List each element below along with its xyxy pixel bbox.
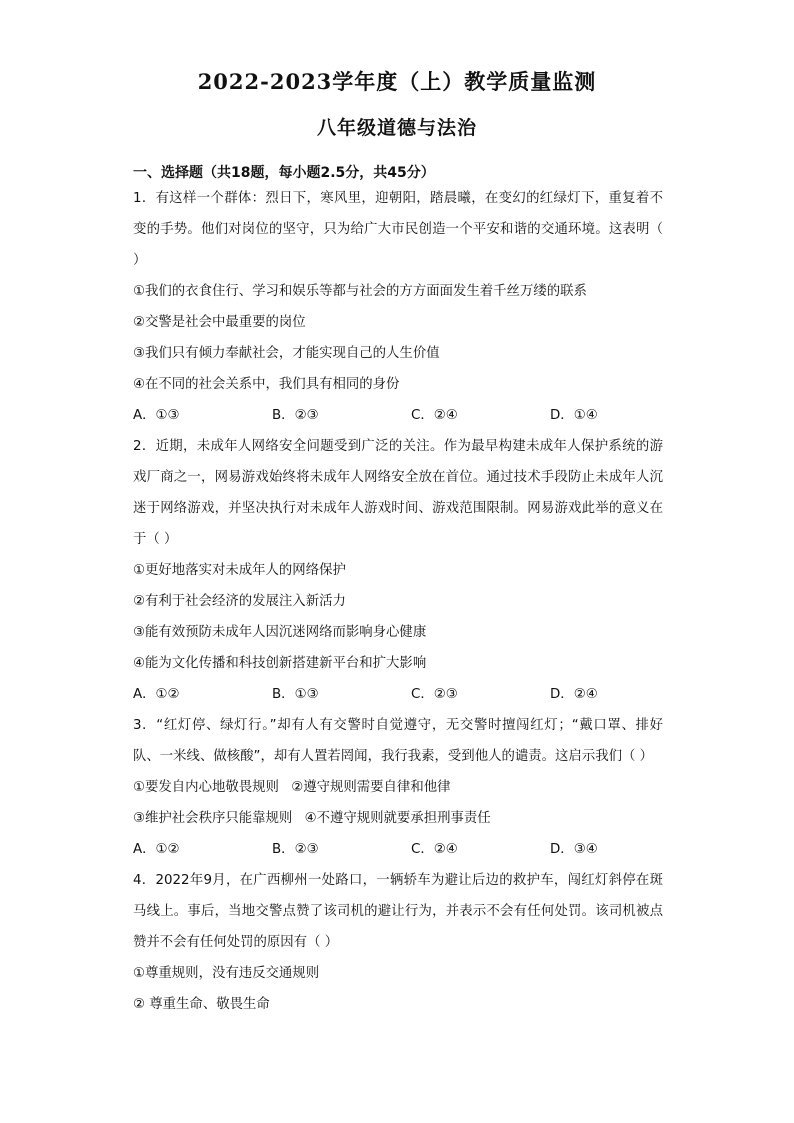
question-stem: 2．近期，未成年人网络安全问题受到广泛的关注。作为最早构建未成年人保护系统的游戏厂商之一，网易游戏始终将未成年人网络安全放在首位。通过技术手段防止未成年人沉迷于网络游戏，并坚决执行对未成年人游戏时间、游戏范围限制。网易游戏此举的意义在于（ ） <box>133 439 663 547</box>
option-b: B．②③ <box>272 842 319 857</box>
exam-title: 2022-2023学年度（上）教学质量监测 <box>197 69 597 94</box>
statement: ①更好地落实对未成年人的网络保护 <box>133 563 346 578</box>
statement: ④能为文化传播和科技创新搭建新平台和扩大影响 <box>133 656 427 671</box>
statement: ④不遵守规则就要承担刑事责任 <box>304 811 491 826</box>
questions-container <box>133 183 663 1020</box>
question-stem: 4．2022年9月，在广西柳州一处路口，一辆轿车为避让后边的救护车，闯红灯斜停在斑马线上。事后，当地交警点赞了该司机的避让行为，并表示不会有任何处罚。该司机被点赞并不会有任何处罚的原因有（ ） <box>133 873 663 950</box>
question-stem: 1．有这样一个群体：烈日下，寒风里，迎朝阳，踏晨曦，在变幻的红绿灯下，重复着不变的手势。他们对岗位的坚守，只为给广大市民创造一个平安和谐的交通环境。这表明（ ） <box>133 191 663 268</box>
statement: ②有利于社会经济的发展注入新活力 <box>133 594 346 609</box>
statement: ①我们的衣食住行、学习和娱乐等都与社会的方方面面发生着千丝万缕的联系 <box>133 284 587 299</box>
statement-row <box>133 803 663 834</box>
question-4 <box>133 865 663 1020</box>
section-heading: 一、选择题（共18题，每小题2.5分，共45分） <box>133 165 435 181</box>
option-a: A．①③ <box>133 408 180 423</box>
option-c: C．②④ <box>411 842 458 857</box>
option-a: A．①② <box>133 842 180 857</box>
statement: ②交警是社会中最重要的岗位 <box>133 315 306 330</box>
option-d: D．③④ <box>550 842 598 857</box>
answer-options <box>133 679 663 710</box>
question-2 <box>133 431 663 710</box>
option-d: D．①④ <box>550 408 598 423</box>
statement: ④在不同的社会关系中，我们具有相同的身份 <box>133 377 400 392</box>
question-1 <box>133 183 663 431</box>
statement: ③我们只有倾力奉献社会，才能实现自己的人生价值 <box>133 346 440 361</box>
answer-options <box>133 834 663 865</box>
statement: ①要发自内心地敬畏规则 <box>133 780 279 795</box>
option-d: D．②④ <box>550 687 598 702</box>
answer-options <box>133 400 663 431</box>
statement: ②遵守规则需要自律和他律 <box>291 780 451 795</box>
option-a: A．①② <box>133 687 180 702</box>
statement: ③维护社会秩序只能靠规则 <box>133 811 293 826</box>
option-b: B．②③ <box>272 408 319 423</box>
exam-subject: 八年级道德与法治 <box>316 117 477 139</box>
option-c: C．②④ <box>411 408 458 423</box>
statement: ③能有效预防未成年人因沉迷网络而影响身心健康 <box>133 625 427 640</box>
option-c: C．②③ <box>411 687 458 702</box>
statement-row <box>133 772 663 803</box>
question-stem: 3．“红灯停、绿灯行。”却有人有交警时自觉遵守，无交警时擅闯红灯；“戴口罩、排好队、一米线、做核酸”，却有人置若罔闻，我行我素，受到他人的谴责。这启示我们（ ） <box>133 718 663 764</box>
question-3 <box>133 710 663 865</box>
statement: ② 尊重生命、敬畏生命 <box>133 997 270 1012</box>
statement: ①尊重规则，没有违反交通规则 <box>133 966 320 981</box>
option-b: B．①③ <box>272 687 319 702</box>
